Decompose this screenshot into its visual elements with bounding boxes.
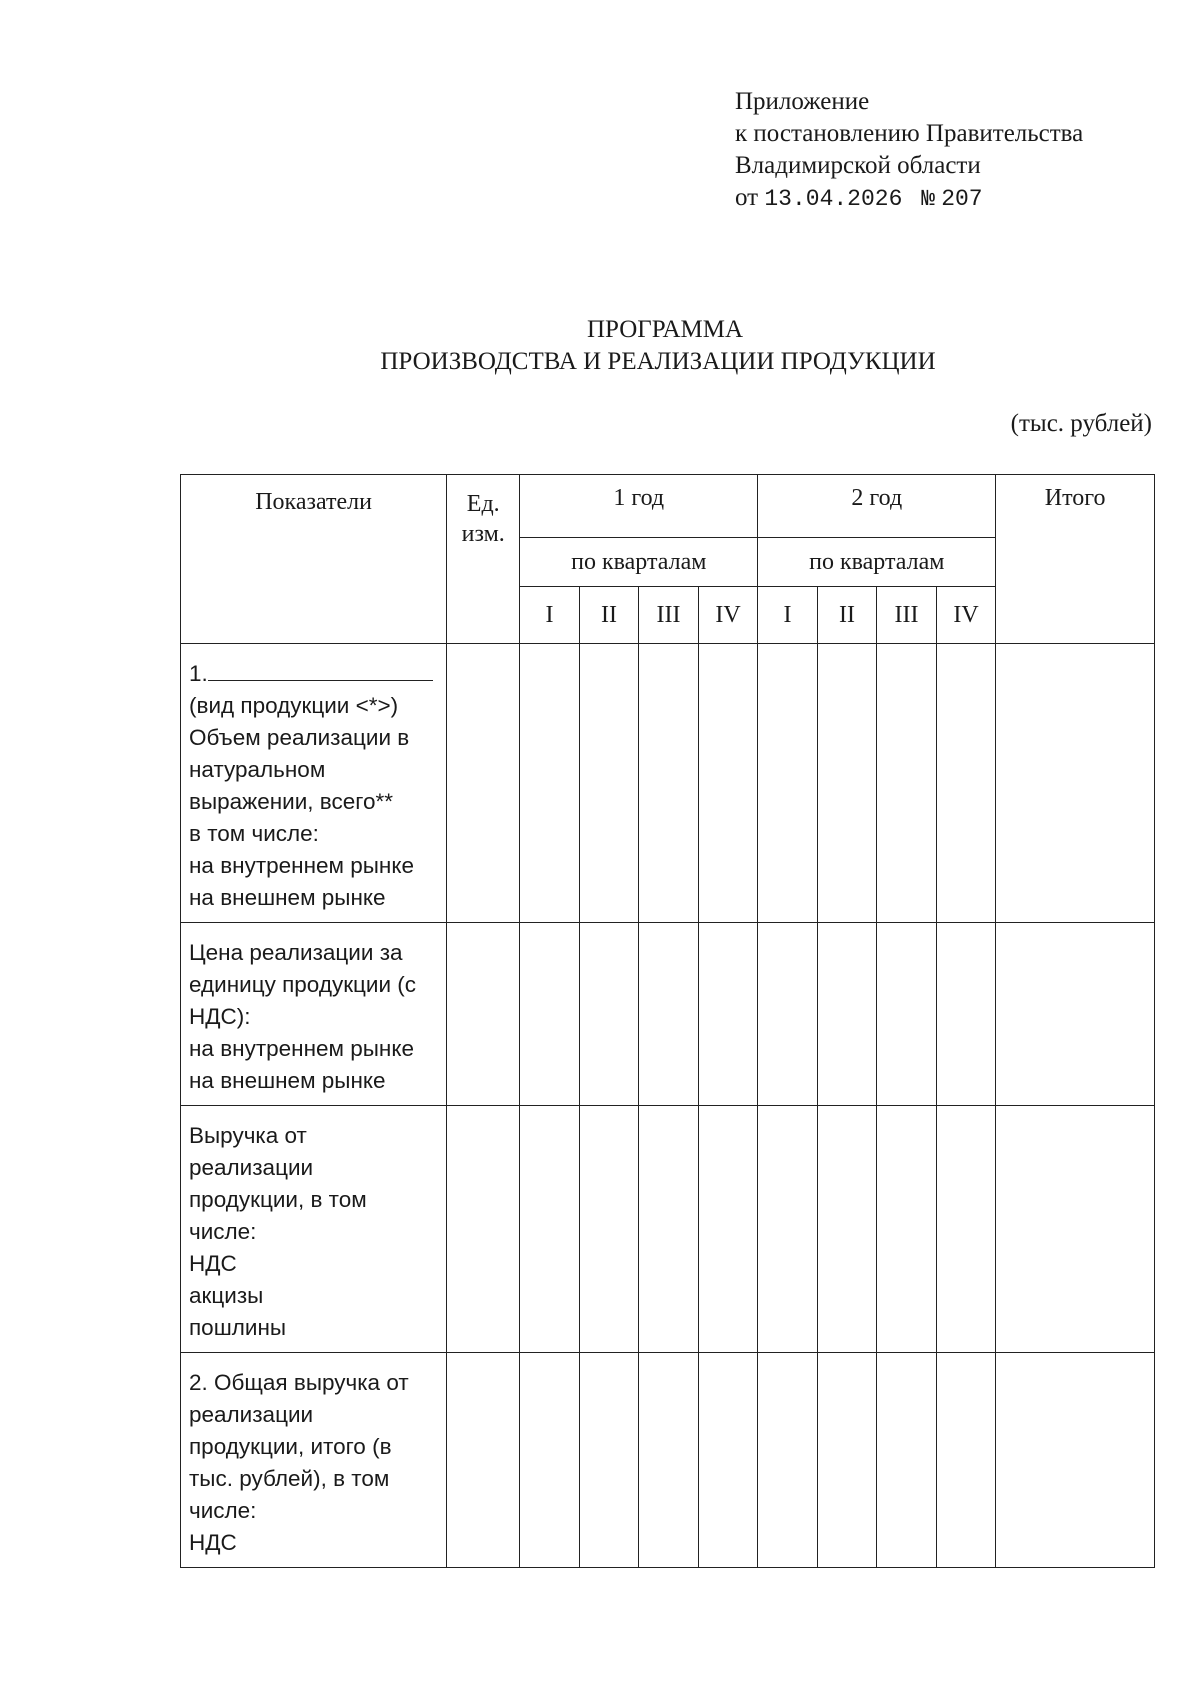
row-2-label [181, 923, 447, 1106]
header-quarter-y1-q3: III [639, 587, 699, 644]
appendix-line-2: к постановлению Правительства [735, 120, 1084, 147]
header-quarter-y1-q4: IV [698, 587, 758, 644]
table-cell [447, 923, 520, 1106]
table-cell [698, 644, 758, 923]
row-3-line-7: пошлины [189, 1315, 287, 1340]
row-1-line-6: в том числе: [189, 821, 319, 846]
table-cell [698, 1353, 758, 1568]
table-cell [996, 1106, 1155, 1353]
row-2-line-3: НДС): [189, 1004, 251, 1029]
table-cell [758, 1353, 818, 1568]
row-3-line-6: акцизы [189, 1283, 264, 1308]
row-2-line-4: на внутреннем рынке [189, 1036, 414, 1061]
table-cell [639, 1353, 699, 1568]
header-quarter-y2-q2: II [817, 587, 877, 644]
title-line-1: ПРОГРАММА [586, 316, 744, 343]
row-4-label [181, 1353, 447, 1568]
table-cell [936, 1353, 996, 1568]
table-cell [639, 1106, 699, 1353]
row-3-line-1: Выручка от [189, 1123, 307, 1148]
appendix-date-prefix: от [735, 184, 759, 211]
title-line-2: ПРОИЗВОДСТВА И РЕАЛИЗАЦИИ ПРОДУКЦИИ [380, 348, 936, 375]
table-cell [520, 923, 580, 1106]
header-quarter-y2-q3: III [877, 587, 937, 644]
appendix-date-line [735, 182, 1083, 215]
table-cell [817, 644, 877, 923]
row-2-line-2: единицу продукции (с [189, 972, 417, 997]
table-cell [877, 1106, 937, 1353]
table-cell [698, 923, 758, 1106]
row-1-line-4: натуральном [189, 757, 326, 782]
document-title [0, 314, 1200, 378]
table-cell [520, 644, 580, 923]
header-quarter-y2-q1: I [758, 587, 818, 644]
table-cell [639, 644, 699, 923]
row-3-line-3: продукции, в том [189, 1187, 367, 1212]
table-cell [447, 644, 520, 923]
row-4-line-1: 2. Общая выручка от [189, 1370, 409, 1395]
table-cell [579, 1106, 639, 1353]
row-2-line-5: на внешнем рынке [189, 1068, 386, 1093]
row-3-label [181, 1106, 447, 1353]
row-1-label [181, 644, 447, 923]
table-cell [936, 923, 996, 1106]
table-cell [817, 1106, 877, 1353]
appendix-date: 13.04.2026 [764, 186, 903, 212]
appendix-line-1: Приложение [735, 88, 870, 115]
table-cell [817, 1353, 877, 1568]
row-2-line-1: Цена реализации за [189, 940, 403, 965]
row-4-line-6: НДС [189, 1530, 237, 1555]
row-3-line-4: числе: [189, 1219, 257, 1244]
header-unit-line-2: изм. [461, 521, 505, 547]
table-cell [758, 644, 818, 923]
row-4-line-2: реализации [189, 1402, 314, 1427]
row-1-line-7: на внутреннем рынке [189, 853, 414, 878]
header-year-2: 2 год [758, 475, 996, 538]
table-cell [936, 1106, 996, 1353]
header-indicators: Показатели [181, 475, 447, 644]
header-total: Итого [996, 475, 1155, 644]
table-cell [447, 1106, 520, 1353]
table-cell [996, 1353, 1155, 1568]
table-cell [877, 923, 937, 1106]
units-label: (тыс. рублей) [1010, 410, 1152, 437]
row-4-line-4: тыс. рублей), в том [189, 1466, 390, 1491]
table-cell [579, 644, 639, 923]
table-cell [996, 923, 1155, 1106]
table-cell [758, 1106, 818, 1353]
table-cell [758, 923, 818, 1106]
header-by-quarters-year-1: по кварталам [520, 538, 758, 587]
row-1-line-2: (вид продукции <*>) [189, 693, 399, 718]
table-cell [579, 923, 639, 1106]
row-1-line-3: Объем реализации в [189, 725, 410, 750]
row-1-line-1: 1. [189, 658, 440, 690]
table-cell [817, 923, 877, 1106]
table-cell [639, 923, 699, 1106]
row-3-line-5: НДС [189, 1251, 237, 1276]
table-cell [877, 644, 937, 923]
appendix-number-sign: № [921, 186, 935, 212]
table-cell [579, 1353, 639, 1568]
appendix-number: 207 [941, 186, 983, 212]
row-4-line-5: числе: [189, 1498, 257, 1523]
header-quarter-y1-q2: II [579, 587, 639, 644]
table-cell [936, 644, 996, 923]
header-year-1: 1 год [520, 475, 758, 538]
appendix-block [735, 86, 1083, 215]
header-quarter-y2-q4: IV [936, 587, 996, 644]
header-quarter-y1-q1: I [520, 587, 580, 644]
row-1-line-8: на внешнем рынке [189, 885, 386, 910]
row-1-line-5: выражении, всего** [189, 789, 393, 814]
header-unit-line-1: Ед. [466, 491, 500, 517]
table-cell [520, 1353, 580, 1568]
table-cell [996, 644, 1155, 923]
table-cell [877, 1353, 937, 1568]
product-type-blank-line [208, 658, 433, 681]
row-4-line-3: продукции, итого (в [189, 1434, 392, 1459]
table-cell [447, 1353, 520, 1568]
appendix-line-3: Владимирской области [735, 152, 981, 179]
table-cell [520, 1106, 580, 1353]
header-unit [447, 475, 520, 644]
table-cell [698, 1106, 758, 1353]
program-table [180, 474, 1155, 1568]
row-3-line-2: реализации [189, 1155, 314, 1180]
header-by-quarters-year-2: по кварталам [758, 538, 996, 587]
